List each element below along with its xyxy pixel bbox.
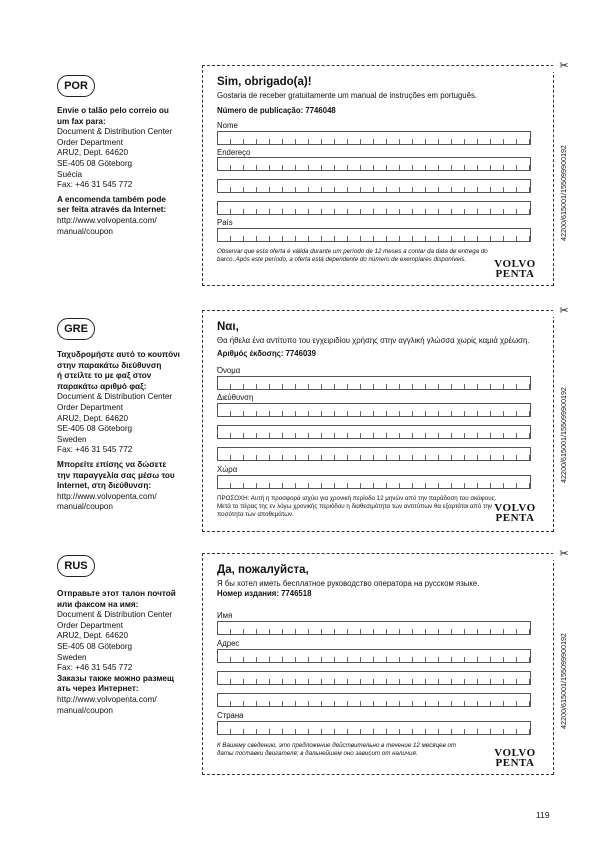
address-line: Document & Distribution Center — [57, 127, 173, 137]
coupon-form — [202, 547, 569, 775]
internet-order-line: Заказы также можно размещ — [57, 673, 174, 683]
internet-order-line: Internet, στη διεύθυνση: — [57, 481, 152, 491]
page-number: 119 — [536, 810, 550, 820]
internet-order-line: την παραγγελία σας μέσω του — [57, 470, 175, 480]
address-field-1[interactable] — [217, 403, 531, 417]
mailing-instructions — [57, 589, 197, 716]
address-line: SE-405 08 Göteborg — [57, 424, 133, 434]
address-line: Document & Distribution Center — [57, 610, 173, 620]
mailing-instructions — [57, 350, 197, 513]
vertical-code: 42200/615001/155099900192 — [559, 387, 568, 483]
field-label-address: Διεύθυνση — [217, 393, 254, 402]
instruction-line: Отправьте этот талон почтой — [57, 589, 176, 598]
instruction-line: ή στείλτε το με φαξ στον — [57, 371, 152, 381]
address-field-2[interactable] — [217, 179, 531, 193]
address-line: Document & Distribution Center — [57, 392, 173, 402]
internet-order-line: ser feita através da Internet: — [57, 205, 167, 215]
address-field-3[interactable] — [217, 693, 531, 707]
address-line: Sweden — [57, 434, 87, 444]
scissors-icon: ✂ — [553, 305, 575, 317]
offer-notice: ΠΡΟΣΟΧΗ: Αυτή η προσφορά ισχύει για χρονική περίοδο 12 μηνών από την παράδοση του σκάφους. Μετά το πέρας της εν λόγω χρονικής περιόδου η διαθεσιμότητα των αντιτύπων θα εξαρτάται από την ποσότητα των αποθεμάτων. — [217, 495, 497, 518]
address-line: SE-405 08 Göteborg — [57, 641, 133, 651]
logo-text: VOLVO — [494, 258, 536, 270]
coupon-subtitle: Я бы хотел иметь бесплатное руководство оператора на русском языке. — [217, 579, 480, 588]
address-field-1[interactable] — [217, 157, 531, 171]
instruction-line: или факсом на имя: — [57, 599, 139, 609]
coupon-form — [202, 304, 569, 532]
volvo-penta-logo — [489, 748, 541, 768]
field-label-address: Endereço — [217, 148, 251, 157]
publication-number: Número de publicação: 7746048 — [217, 106, 336, 115]
field-label-name: Nome — [217, 121, 238, 130]
scissors-icon: ✂ — [553, 548, 575, 560]
instruction-line: στην παρακάτω διεύθυνση — [57, 360, 162, 370]
coupon-title: Sim, obrigado(a)! — [217, 76, 312, 88]
fax-line: Fax: +46 31 545 772 — [57, 663, 133, 673]
address-field-1[interactable] — [217, 649, 531, 663]
address-field-3[interactable] — [217, 201, 531, 215]
country-field[interactable] — [217, 228, 531, 242]
offer-notice: Observar que esta oferta é válida durante um período de 12 meses a contar da data de entrega do barco. Após este período, a oferta está dependente do número de exemplares disponíveis. — [217, 248, 488, 263]
url-line[interactable]: manual/coupon — [57, 705, 113, 715]
volvo-penta-logo — [489, 259, 541, 279]
scissors-icon: ✂ — [553, 60, 575, 72]
field-label-name: Όνομα — [217, 366, 241, 375]
language-badge: RUS — [57, 555, 95, 577]
logo-text: VOLVO — [494, 502, 536, 514]
mailing-instructions — [57, 106, 197, 237]
field-label-name: Имя — [217, 611, 233, 620]
logo-text: PENTA — [495, 268, 535, 280]
address-line: Order Department — [57, 137, 123, 147]
field-label-country: Страна — [217, 711, 244, 720]
fax-line: Fax: +46 31 545 772 — [57, 180, 133, 190]
address-line: ARU2, Dept. 64620 — [57, 631, 129, 641]
url-line[interactable]: manual/coupon — [57, 226, 113, 236]
logo-text: PENTA — [495, 512, 535, 524]
address-line: Sweden — [57, 652, 87, 662]
internet-order-line: A encomenda também pode — [57, 194, 166, 204]
instruction-line: Ταχυδρομήστε αυτό το κουπόνι — [57, 350, 180, 359]
address-field-2[interactable] — [217, 671, 531, 685]
address-line: Order Department — [57, 620, 123, 630]
coupon-subtitle: Θα ήθελα ένα αντίτυπο του εγχειριδίου χρήσης στην αγγλική γλώσσα χωρίς καμιά χρέωση. — [217, 336, 530, 345]
coupon-subtitle: Gostaria de receber gratuitamente um manual de instruções em português. — [217, 91, 478, 100]
address-line: ARU2, Dept. 64620 — [57, 413, 129, 423]
internet-order-line: Μπορείτε επίσης να δώσετε — [57, 459, 167, 469]
language-badge: GRE — [57, 318, 95, 340]
logo-text: VOLVO — [494, 747, 536, 759]
language-badge: POR — [57, 75, 95, 97]
instruction-line: Envie o talão pelo correio ou — [57, 106, 169, 115]
instruction-line: παρακάτω αριθμό φαξ: — [57, 381, 147, 391]
offer-notice: К Вашему сведению, это предложение действительно в течение 12 месяцев от даты поставки двигателя; в дальнейшем оно зависит от наличия. — [217, 742, 457, 757]
publication-number: Αριθμός έκδοσης: 7746039 — [217, 349, 316, 358]
vertical-code: 42200/615001/155099900192 — [559, 145, 568, 241]
address-line: ARU2, Dept. 64620 — [57, 148, 129, 158]
address-line: Order Department — [57, 402, 123, 412]
coupon-form — [202, 59, 569, 286]
vertical-code: 42200/615001/155099900192 — [559, 633, 568, 729]
coupon-title: Ναι, — [217, 321, 239, 333]
field-label-address: Адрес — [217, 639, 240, 648]
fax-line: Fax: +46 31 545 772 — [57, 445, 133, 455]
name-field[interactable] — [217, 376, 531, 390]
url-line[interactable]: manual/coupon — [57, 502, 113, 512]
instruction-line: um fax para: — [57, 116, 106, 126]
name-field[interactable] — [217, 131, 531, 145]
address-field-3[interactable] — [217, 447, 531, 461]
field-label-country: Χώρα — [217, 465, 238, 474]
publication-number: Номер издания: 7746518 — [217, 589, 312, 598]
address-field-2[interactable] — [217, 425, 531, 439]
logo-text: PENTA — [495, 757, 535, 769]
field-label-country: País — [217, 218, 233, 227]
country-field[interactable] — [217, 721, 531, 735]
address-line: Suécia — [57, 169, 83, 179]
name-field[interactable] — [217, 621, 531, 635]
url-line[interactable]: http://www.volvopenta.com/ — [57, 215, 157, 225]
url-line[interactable]: http://www.volvopenta.com/ — [57, 491, 157, 501]
volvo-penta-logo — [489, 503, 541, 523]
country-field[interactable] — [217, 475, 531, 489]
coupon-title: Да, пожалуйста, — [217, 564, 309, 576]
address-line: SE-405 08 Göteborg — [57, 158, 133, 168]
url-line[interactable]: http://www.volvopenta.com/ — [57, 694, 157, 704]
internet-order-line: ать через Интернет: — [57, 684, 139, 694]
